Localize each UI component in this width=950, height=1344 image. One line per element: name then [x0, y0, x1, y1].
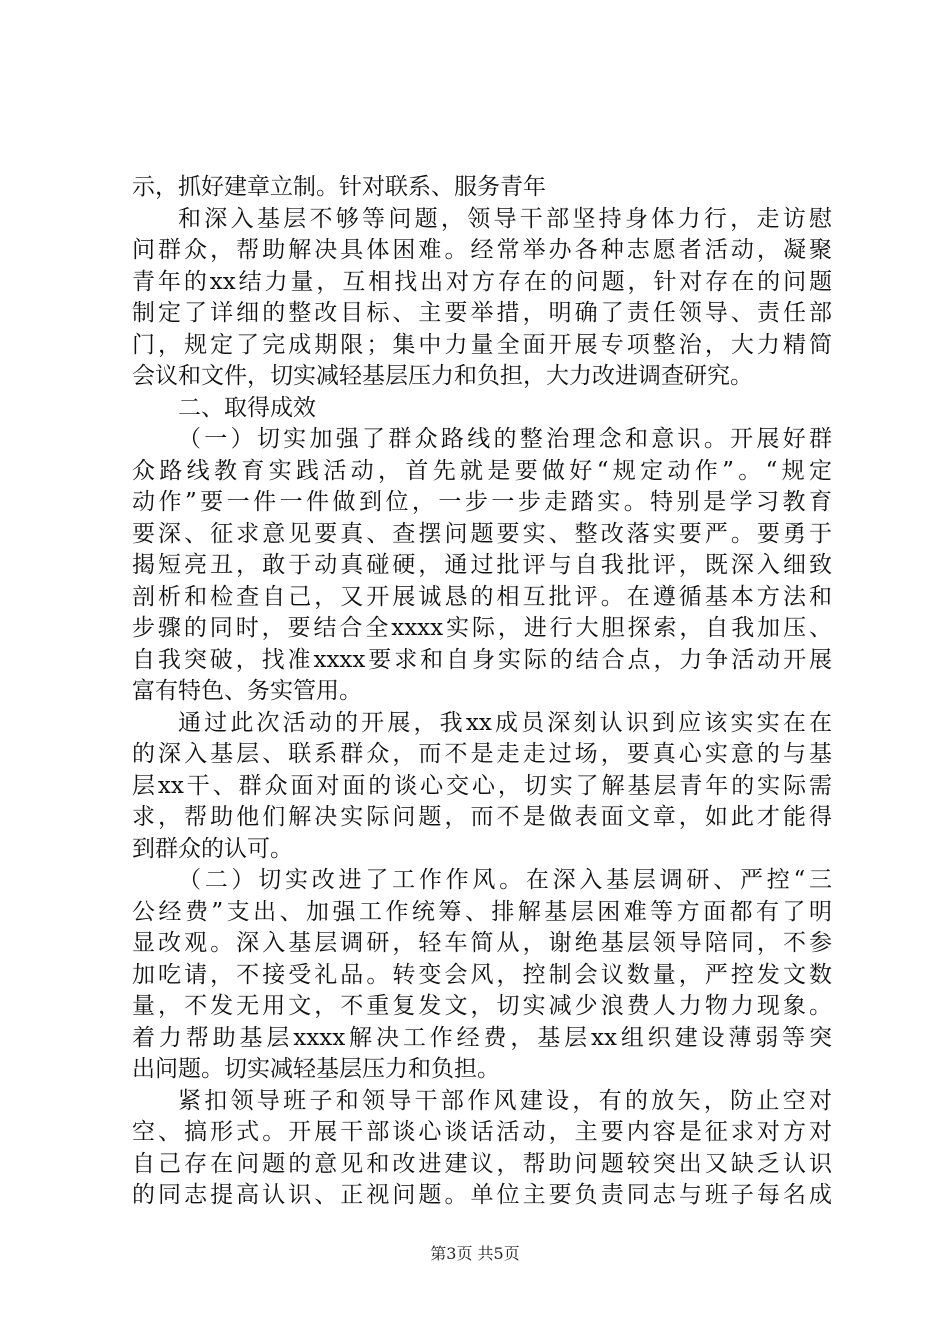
text-line: 通过此次活动的开展，我xx成员深刻认识到应该实实在在: [178, 709, 832, 736]
text-line: 众路线教育实践活动，首先就是要做好“规定动作”。“规定: [132, 457, 832, 484]
text-line: 揭短亮丑，敢于动真碰硬，通过批评与自我批评，既深入细致: [132, 552, 832, 578]
text-line: 出问题。切实减轻基层压力和负担。: [132, 1056, 500, 1082]
text-line: 步骤的同时，要结合全xxxx实际，进行大胆探索，自我加压、: [132, 615, 832, 641]
text-line: 的深入基层、联系群众，而不是走走过场，要真心实意的与基: [132, 741, 832, 767]
text-line: 空、搞形式。开展干部谈心谈话活动，主要内容是征求对方对: [132, 1119, 832, 1145]
text-line: 公经费”支出、加强工作统筹、排解基层困难等方面都有了明: [132, 898, 832, 925]
text-line: 着力帮助基层xxxx解决工作经费，基层xx组织建设薄弱等突: [132, 1024, 832, 1051]
text-line: 显改观。深入基层调研，轻车简从，谢绝基层领导陪同，不参: [132, 930, 832, 956]
text-line: 求，帮助他们解决实际问题，而不是做表面文章，如此才能得: [132, 804, 832, 830]
text-line: 青年的xx结力量，互相找出对方存在的问题，针对存在的问题: [132, 268, 832, 295]
text-line: 门，规定了完成期限；集中力量全面开展专项整治，大力精简: [132, 331, 832, 358]
text-line: 层xx干、群众面对面的谈心交心，切实了解基层青年的实际需: [132, 772, 832, 799]
text-line: 富有特色、务实管用。: [132, 678, 362, 704]
text-line: 紧扣领导班子和领导干部作风建设，有的放矢，防止空对: [178, 1087, 832, 1114]
text-line: 制定了详细的整改目标、主要举措，明确了责任领导、责任部: [132, 300, 832, 326]
text-line: 和深入基层不够等问题，领导干部坚持身体力行，走访慰: [178, 205, 832, 232]
text-line: 自我突破，找准xxxx要求和自身实际的结合点，力争活动开展: [132, 646, 832, 673]
text-line: 自己存在问题的意见和改进建议，帮助问题较突出又缺乏认识: [132, 1150, 832, 1177]
text-line: 二、取得成效: [178, 394, 316, 421]
text-line: 剖析和检查自己，又开展诚恳的相互批评。在遵循基本方法和: [132, 583, 832, 610]
text-line: 会议和文件，切实减轻基层压力和负担，大力改进调查研究。: [132, 363, 753, 389]
page-footer: 第3页 共5页: [430, 1244, 520, 1263]
text-line: 的同志提高认识、正视问题。单位主要负责同志与班子每名成: [132, 1182, 832, 1208]
text-line: 要深、征求意见要真、查摆问题要实、整改落实要严。要勇于: [132, 520, 832, 547]
text-line: （一）切实加强了群众路线的整治理念和意识。开展好群: [178, 426, 832, 452]
text-line: 动作”要一件一件做到位，一步一步走踏实。特别是学习教育: [132, 489, 832, 515]
text-line: 量，不发无用文，不重复发文，切实减少浪费人力物力现象。: [132, 993, 832, 1019]
text-line: 示，抓好建章立制。针对联系、服务青年: [132, 174, 546, 200]
text-line: （二）切实改进了工作作风。在深入基层调研、严控“三: [178, 867, 832, 893]
text-line: 到群众的认可。: [132, 835, 293, 862]
document-body: [132, 172, 832, 1212]
text-line: 问群众，帮助解决具体困难。经常举办各种志愿者活动，凝聚: [132, 237, 832, 263]
text-line: 加吃请，不接受礼品。转变会风，控制会议数量，严控发文数: [132, 961, 832, 988]
